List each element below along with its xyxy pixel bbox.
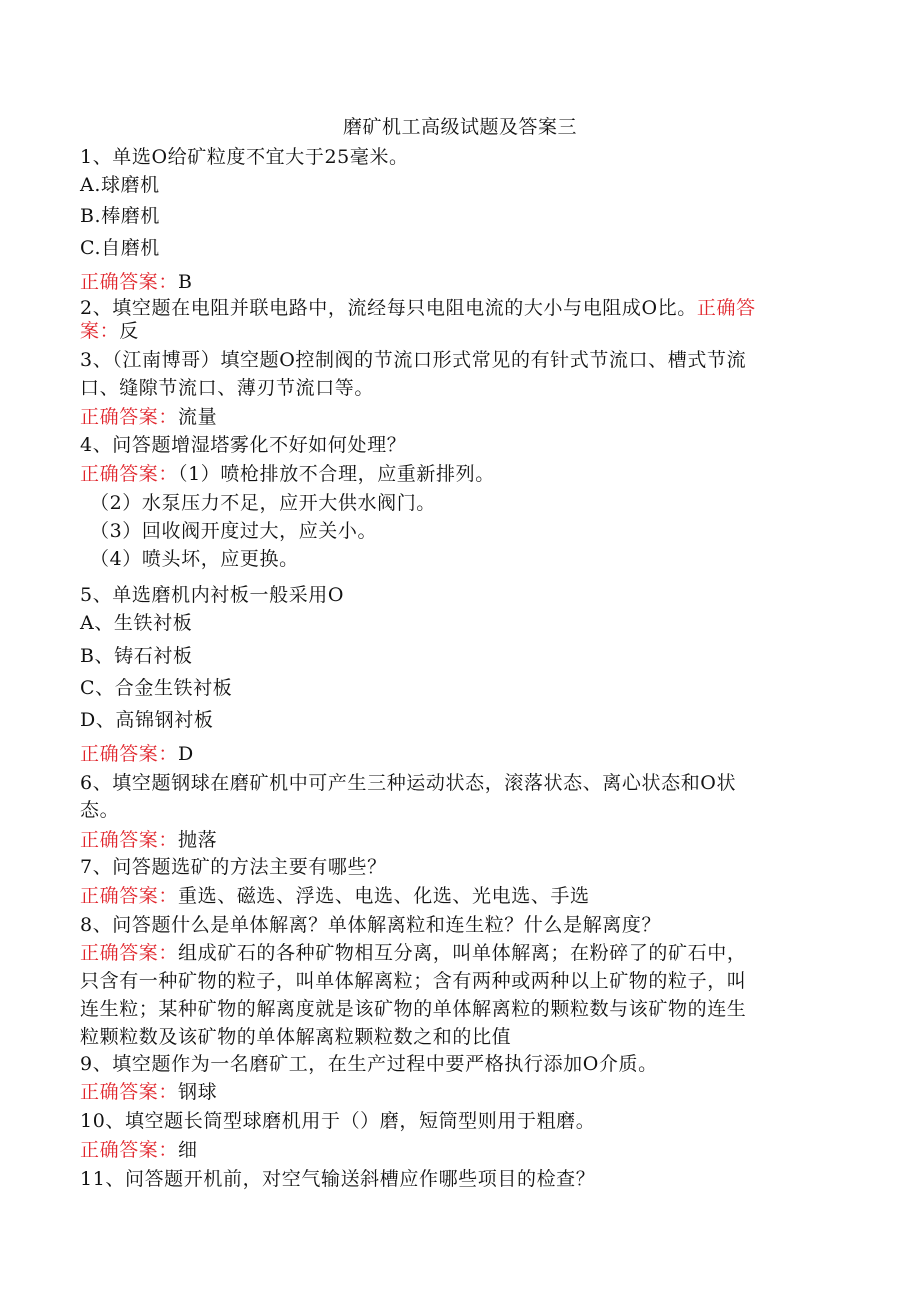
q6-answer [80,825,217,852]
q5-option-c: C、合金生铁衬板 [80,677,233,699]
q4-answer-line-2: （2）水泵压力不足，应开大供水阀门。 [90,492,436,514]
answer-label: 正确答案： [80,463,179,485]
q2-answer [80,316,139,343]
answer-label-part: 正确答 [696,297,756,319]
question-4: 4、问答题增湿塔雾化不好如何处理？ [80,434,407,456]
answer-value: 组成矿石的各种矿物相互分离，叫单体解离；在粉碎了的矿石中， [178,942,747,964]
question-3-line-1: 3、（江南博哥）填空题O控制阀的节流口形式常见的有针式节流口、槽式节流 [80,349,747,371]
answer-value: 钢球 [178,1081,218,1103]
answer-value: 抛落 [178,829,218,851]
q3-answer [80,402,217,429]
answer-label: 正确答案： [80,743,179,765]
question-10: 10、填空题长筒型球磨机用于（）磨，短筒型则用于粗磨。 [80,1110,596,1132]
q1-answer [80,267,193,294]
question-3-line-2: 口、缝隙节流口、薄刃节流口等。 [80,377,375,399]
answer-label: 正确答案： [80,942,179,964]
question-6-line-2: 态。 [80,799,120,821]
answer-value: （1）喷枪排放不合理，应重新排列。 [178,463,495,485]
answer-value: B [178,271,193,293]
q5-option-a: A、生铁衬板 [80,612,193,634]
answer-value: 流量 [178,406,218,428]
answer-label: 正确答案： [80,271,179,293]
question-text: 2、填空题在电阻并联电路中，流经每只电阻电流的大小与电阻成O比。 [80,297,697,319]
question-5: 5、单选磨机内衬板一般采用O [80,584,345,606]
question-2 [80,293,756,320]
answer-value: 重选、磁选、浮选、电选、化选、光电选、手选 [178,885,590,907]
answer-label: 正确答案： [80,1139,179,1161]
answer-value: 细 [178,1139,198,1161]
answer-label-part: 案： [80,320,120,342]
q8-answer [80,938,746,965]
q5-option-b: B、铸石衬板 [80,645,193,667]
question-8: 8、问答题什么是单体解离？单体解离粒和连生粒？什么是解离度？ [80,914,662,936]
q1-option-a: A.球磨机 [80,174,160,196]
answer-value: 反 [119,320,139,342]
q4-answer-line-4: （4）喷头坏，应更换。 [90,548,299,570]
q9-answer [80,1077,217,1104]
question-6-line-1: 6、填空题钢球在磨矿机中可产生三种运动状态，滚落状态、离心状态和O状 [80,772,737,794]
q1-option-c: C.自磨机 [80,237,160,259]
question-9: 9、填空题作为一名磨矿工，在生产过程中要严格执行添加O介质。 [80,1053,658,1075]
answer-label: 正确答案： [80,829,179,851]
q10-answer [80,1135,198,1162]
question-1: 1、单选O给矿粒度不宜大于25毫米。 [80,146,409,168]
q7-answer [80,881,590,908]
q5-answer [80,739,194,766]
answer-label: 正确答案： [80,885,179,907]
q5-option-d: D、高锦钢衬板 [80,709,214,731]
page-title: 磨矿机工高级试题及答案三 [342,116,577,138]
question-7: 7、问答题选矿的方法主要有哪些？ [80,856,387,878]
q8-answer-line-3: 连生粒；某种矿物的解离度就是该矿物的单体解离粒的颗粒数与该矿物的连生 [80,998,747,1020]
q4-answer-line-3: （3）回收阀开度过大，应关小。 [90,520,378,542]
answer-label: 正确答案： [80,1081,179,1103]
answer-value: D [178,743,194,765]
question-11: 11、问答题开机前，对空气输送斜槽应作哪些项目的检查？ [80,1168,596,1190]
answer-label: 正确答案： [80,406,179,428]
q4-answer [80,459,495,486]
q8-answer-line-2: 只含有一种矿物的粒子，叫单体解离粒；含有两种或两种以上矿物的粒子，叫 [80,970,747,992]
q8-answer-line-4: 粒颗粒数及该矿物的单体解离粒颗粒数之和的比值 [80,1026,512,1048]
q1-option-b: B.棒磨机 [80,205,161,227]
